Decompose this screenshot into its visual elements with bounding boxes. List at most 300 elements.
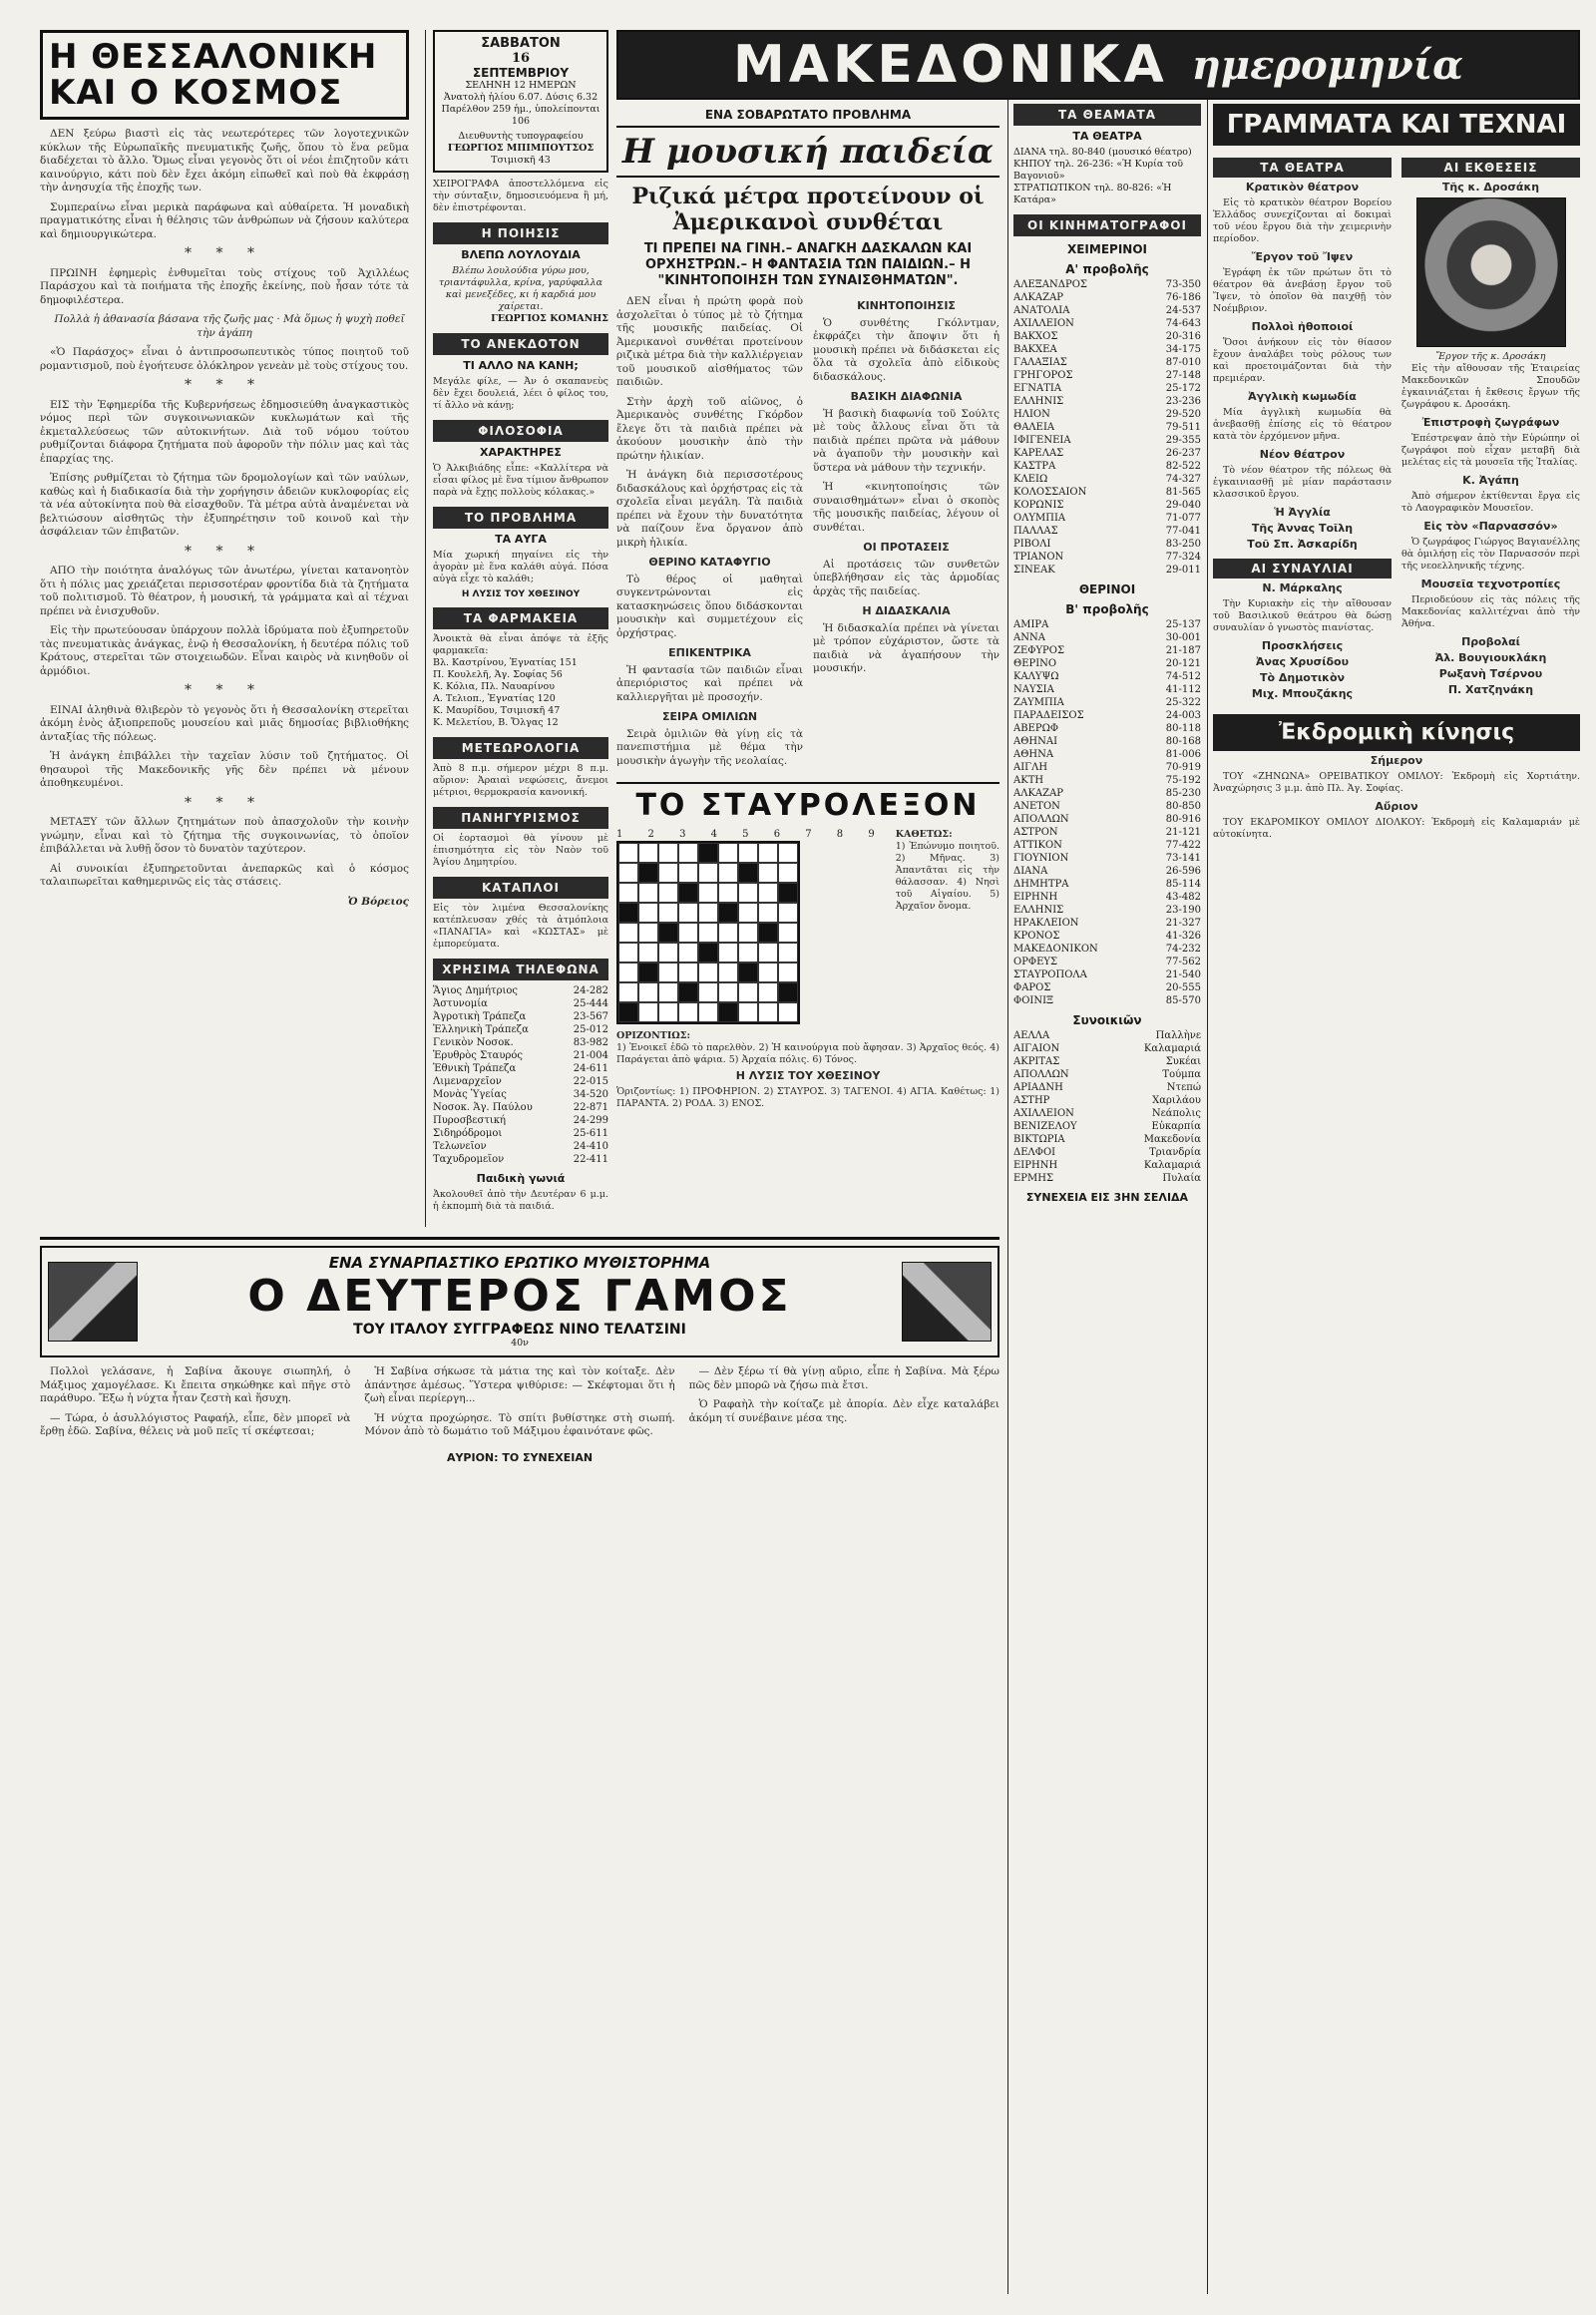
crossword-cell[interactable] bbox=[778, 843, 798, 863]
cinema-entry-name: ΑΙΓΛΗ bbox=[1013, 762, 1048, 773]
calendar-count: Παρέλθον 259 ἡμ., ὑπολείπονται 106 bbox=[441, 104, 600, 127]
cinema-entry-name: ΠΑΡΑΔΕΙΣΟΣ bbox=[1013, 710, 1084, 721]
crossword-cell[interactable] bbox=[718, 963, 738, 982]
phone-entry-name: Ἀστυνομία bbox=[433, 998, 488, 1009]
subhead: ΚΙΝΗΤΟΠΟΙΗΣΙΣ bbox=[857, 299, 956, 312]
cinema-entry bbox=[1013, 395, 1201, 408]
crossword-cell[interactable] bbox=[718, 863, 738, 883]
crossword-cell[interactable] bbox=[738, 923, 758, 943]
cinema-entry bbox=[1013, 1068, 1201, 1081]
cinema-entry-value: 21-187 bbox=[1165, 645, 1201, 656]
crossword-cell[interactable] bbox=[758, 843, 778, 863]
artwork-caption: Ἔργον τῆς κ. Δροσάκη bbox=[1435, 351, 1546, 362]
cinema-entry-name: ΠΑΛΛΑΣ bbox=[1013, 526, 1058, 537]
crossword-cell[interactable] bbox=[658, 982, 678, 1002]
cinema-entry bbox=[1013, 813, 1201, 826]
cinema-entry-name: ΚΑΣΤΡΑ bbox=[1013, 461, 1056, 472]
phone-entry-value: 21-004 bbox=[573, 1050, 608, 1061]
crossword-cell[interactable] bbox=[778, 1002, 798, 1022]
date-number: 16 bbox=[511, 51, 531, 66]
theater-item: ΔΙΑΝΑ τηλ. 80-840 (μουσικό θέατρο) bbox=[1013, 147, 1192, 158]
exhibitions-header: ΑΙ ΕΚΘΕΣΕΙΣ bbox=[1401, 158, 1580, 178]
crossword-black-cell bbox=[678, 883, 698, 903]
cinema-entry bbox=[1013, 722, 1201, 735]
cinemas-header: ΟΙ ΚΙΝΗΜΑΤΟΓΡΑΦΟΙ bbox=[1013, 214, 1201, 236]
pharmacy-item: Α. Τελιοπ., Ἐγνατίας 120 bbox=[433, 693, 556, 704]
problem-header: ΤΟ ΠΡΟΒΛΗΜΑ bbox=[433, 507, 608, 529]
cinema-entry bbox=[1013, 1146, 1201, 1159]
letters-header: ΓΡΑΜΜΑΤΑ ΚΑΙ ΤΕΧΝΑΙ bbox=[1213, 104, 1580, 146]
cinema-entry-value: Ντεπώ bbox=[1166, 1082, 1201, 1093]
cinema-entry bbox=[1013, 761, 1201, 774]
anecdote-header: ΤΟ ΑΝΕΚΔΟΤΟΝ bbox=[433, 333, 608, 355]
cinema-entry-name: ΑΕΛΛΑ bbox=[1013, 1030, 1050, 1041]
crossword-cell[interactable] bbox=[678, 963, 698, 982]
phone-entry-name: Νοσοκ. Ἁγ. Παύλου bbox=[433, 1102, 533, 1113]
cinema-entry bbox=[1013, 826, 1201, 839]
poetry-title: ΒΛΕΠΩ ΛΟΥΛΟΥΔΙΑ bbox=[461, 248, 581, 261]
cinema-entry-value: 87-010 bbox=[1165, 357, 1201, 368]
concert-sub: Τὸ Δημοτικὸν bbox=[1259, 671, 1346, 684]
crossword-cell[interactable] bbox=[758, 903, 778, 923]
phone-entry-value: 25-012 bbox=[573, 1024, 608, 1035]
crossword-cell[interactable] bbox=[738, 883, 758, 903]
paragraph: Ἡ διδασκαλία πρέπει νὰ γίνεται μὲ τρόπον εὐχάριστον, ὥστε τὰ παιδιὰ νὰ ἀγαπήσουν τὴν μουσικήν. bbox=[813, 621, 999, 674]
sunrise: Ἀνατολὴ ἡλίου 6.07. Δύσις 6.32 bbox=[443, 92, 598, 103]
crossword-black-cell bbox=[678, 982, 698, 1002]
cinema-entry-name: ΖΕΦΥΡΟΣ bbox=[1013, 645, 1065, 656]
cinema-entry bbox=[1013, 1055, 1201, 1068]
cinema-entry-value: 80-168 bbox=[1165, 736, 1201, 747]
phone-entry-name: Ἐλληνικὴ Τράπεζα bbox=[433, 1024, 529, 1035]
cinema-entry-name: ΑΛΕΞΑΝΔΡΟΣ bbox=[1013, 279, 1087, 290]
cinema-entry-value: 74-232 bbox=[1165, 944, 1201, 955]
paragraph: «Ὁ Παράσχος» εἶναι ὁ ἀντιπροσωπευτικὸς τύπος ποιητοῦ τοῦ ρομαντισμοῦ, ποὺ ἐγοήτευσε ὁλόκληρον γενεὰν μὲ τοὺς στίχους του. bbox=[40, 346, 409, 372]
crossword-cell[interactable] bbox=[738, 982, 758, 1002]
cinema-entry-value: 74-327 bbox=[1165, 474, 1201, 485]
couple-illustration bbox=[48, 1262, 138, 1342]
concert-sub: Προβολαί bbox=[1461, 635, 1520, 648]
crossword-cell[interactable] bbox=[618, 883, 638, 903]
cinema-entry bbox=[1013, 981, 1201, 994]
concert-sub: Ἀλ. Βουγιουκλάκη bbox=[1434, 651, 1547, 664]
cinema-entry-name: ΑΡΙΑΔΝΗ bbox=[1013, 1082, 1063, 1093]
weather-header: ΜΕΤΕΩΡΟΛΟΓΙΑ bbox=[433, 737, 608, 759]
crossword-black-cell bbox=[778, 883, 798, 903]
crossword-cell[interactable] bbox=[778, 863, 798, 883]
cinema-entry-name: ΑΙΓΑΙΟΝ bbox=[1013, 1043, 1060, 1054]
cinema-entry-value: 25-137 bbox=[1165, 619, 1201, 630]
philosophy-title: ΧΑΡΑΚΤΗΡΕΣ bbox=[480, 446, 562, 459]
phone-entry-value: 34-520 bbox=[573, 1089, 608, 1100]
cinema-entry-name: ΑΚΡΙΤΑΣ bbox=[1013, 1056, 1060, 1067]
cinema-entry bbox=[1013, 657, 1201, 670]
crossword-cell[interactable] bbox=[678, 1002, 698, 1022]
concert-sub: Ἀνας Χρυσίδου bbox=[1255, 655, 1350, 668]
crossword-cell[interactable] bbox=[658, 863, 678, 883]
cinema-entry bbox=[1013, 499, 1201, 512]
cinema-entry bbox=[1013, 891, 1201, 904]
cinema-entry-name: ΒΕΝΙΖΕΛΟΥ bbox=[1013, 1121, 1077, 1132]
phone-entry-value: 23-567 bbox=[573, 1011, 608, 1022]
crossword-cell[interactable] bbox=[678, 923, 698, 943]
cinema-entry-name: ΔΗΜΗΤΡΑ bbox=[1013, 879, 1069, 890]
cinema-entry-value: 75-192 bbox=[1165, 775, 1201, 786]
theater-item: ΚΗΠΟΥ τηλ. 26-236: «Ἡ Κυρία τοῦ Βαγονιοῦ» bbox=[1013, 159, 1184, 182]
problem-answer-head: Η ΛΥΣΙΣ ΤΟΥ ΧΘΕΣΙΝΟΥ bbox=[461, 589, 581, 599]
cinema-entry-value: 21-540 bbox=[1165, 969, 1201, 980]
letters-column bbox=[1213, 104, 1580, 2298]
cinema-entry-name: ΟΛΥΜΠΙΑ bbox=[1013, 513, 1066, 524]
cinema-entry-value: 27-148 bbox=[1165, 370, 1201, 381]
cinema-entry-value: 77-422 bbox=[1165, 840, 1201, 851]
crossword-cell[interactable] bbox=[778, 963, 798, 982]
cinema-entry-value: 29-520 bbox=[1165, 409, 1201, 420]
serial-title: Ο ΔΕΥΤΕΡΟΣ ΓΑΜΟΣ bbox=[247, 1271, 792, 1322]
phone-entry bbox=[433, 1010, 608, 1023]
theater-sub: Τῆς Ἀννας Τοῖλη bbox=[1251, 522, 1354, 535]
phone-entry-value: 22-411 bbox=[573, 1154, 608, 1165]
paragraph: ΔΕΝ εἶναι ἡ πρώτη φορὰ ποὺ ἀσχολεῖται ὁ τύπος μὲ τὸ ζήτημα τῆς μουσικῆς παιδείας. Οἱ Ἀμερικανοὶ συνθέται προτείνουν ριζικὰ μέτρα διὰ τὴν καλλιέργειαν τοῦ μουσικοῦ αἰσθήματος τῶν παιδιῶν. bbox=[616, 295, 803, 388]
crossword-cell[interactable] bbox=[658, 883, 678, 903]
crossword-cell[interactable] bbox=[778, 923, 798, 943]
down-head: ΚΑΘΕΤΩΣ: bbox=[895, 829, 953, 840]
cinema-entry-name: ΗΡΑΚΛΕΙΟΝ bbox=[1013, 918, 1079, 929]
cinema-entry bbox=[1013, 865, 1201, 878]
cinema-entry bbox=[1013, 800, 1201, 813]
cinema-entry bbox=[1013, 1120, 1201, 1133]
cinema-entry-value: 20-121 bbox=[1165, 658, 1201, 669]
cinema-entry-name: ΝΑΥΣΙΑ bbox=[1013, 684, 1054, 695]
across-clues: 1) Ἐνοικεῖ ἐδῶ τὸ παρελθὸν. 2) Ἡ καινούργια ποὺ ἄφησαν. 3) Ἀρχαῖος θεός. 4) Παράγεται ἀπὸ ψάρια. 5) Ἀρχαία πόλις. 6) Τόνος. bbox=[616, 1042, 999, 1065]
solution-head: Η ΛΥΣΙΣ ΤΟΥ ΧΘΕΣΙΝΟΥ bbox=[735, 1069, 881, 1082]
phone-entry-value: 24-611 bbox=[573, 1063, 608, 1074]
cinema-entry-name: ΦΑΡΟΣ bbox=[1013, 982, 1051, 993]
artwork-image bbox=[1416, 197, 1566, 347]
paragraph: Ὁ συνθέτης Γκόλντμαν, ἐκφράζει τὴν ἄποψιν ὅτι ἡ μουσικὴ πρέπει νὰ διδάσκεται εἰς ὅλα τὰ σχολεῖα ἀπὸ εἰδικοὺς διδασκάλους. bbox=[813, 316, 999, 383]
cinema-entry bbox=[1013, 930, 1201, 943]
crossword-cell[interactable] bbox=[618, 963, 638, 982]
crossword-cell[interactable] bbox=[758, 982, 778, 1002]
signature: Ὁ Βόρειος bbox=[347, 895, 409, 908]
left-column bbox=[40, 30, 409, 1222]
cinema-entry bbox=[1013, 852, 1201, 865]
cinema-entry-name: ΣΤΑΥΡΟΠΟΛΑ bbox=[1013, 969, 1087, 980]
crossword-cell[interactable] bbox=[738, 1002, 758, 1022]
cinema-entry-name: ΓΑΛΑΞΙΑΣ bbox=[1013, 357, 1067, 368]
crossword-cell[interactable] bbox=[658, 963, 678, 982]
paragraph: Ὁ ζωγράφος Γιώργος Βαγιανέλλης θὰ ὁμιλήσῃ εἰς τὸν Παρνασσόν περὶ τῆς νεοελληνικῆς τέχνης. bbox=[1401, 537, 1580, 572]
cinema-entry bbox=[1013, 839, 1201, 852]
subhead: ΘΕΡΙΝΟ ΚΑΤΑΦΥΓΙΟ bbox=[648, 556, 771, 569]
serial-episode: 40ν bbox=[511, 1338, 529, 1349]
paragraph: ΜΕΤΑΞΥ τῶν ἄλλων ζητημάτων ποὺ ἀπασχολοῦν τὴν κοινὴν γνώμην, εἶναι καὶ τὸ ζήτημα τῆς συγκοινωνίας, τὸ ὁποῖον ἐπιβάλλεται νὰ λυθῇ ὅσον τὸ δυνατὸν ταχύτερον. bbox=[40, 816, 409, 855]
crossword-cell[interactable] bbox=[758, 943, 778, 963]
cinema-list-a bbox=[1013, 278, 1201, 577]
crossword-cell[interactable] bbox=[778, 943, 798, 963]
crossword-cell[interactable] bbox=[638, 843, 658, 863]
cinema-entry bbox=[1013, 1133, 1201, 1146]
cinema-entry-value: 80-916 bbox=[1165, 814, 1201, 825]
poetry-header: Η ΠΟΙΗΣΙΣ bbox=[433, 222, 608, 244]
cinema-entry-name: ΑΝΕΤΟΝ bbox=[1013, 801, 1060, 812]
phone-entry-name: Ἀγροτικὴ Τράπεζα bbox=[433, 1011, 527, 1022]
cinema-entry-name: ΑΝΝΑ bbox=[1013, 632, 1045, 643]
serial-novel bbox=[40, 1237, 999, 2284]
separator: * * * bbox=[185, 377, 264, 393]
crossword-cell[interactable] bbox=[698, 923, 718, 943]
crossword-cell[interactable] bbox=[738, 943, 758, 963]
cinema-entry bbox=[1013, 1029, 1201, 1042]
phone-entry bbox=[433, 1036, 608, 1049]
paragraph: Ἡ βασικὴ διαφωνία τοῦ Σούλτς μὲ τοὺς ἄλλους εἶναι ὅτι τὰ παιδιὰ πρέπει πρῶτα νὰ μάθουν νὰ ἀγαποῦν τὴν μουσικὴν καὶ ὕστερα νὰ μάθουν τὴν τεχνικήν. bbox=[813, 407, 999, 474]
paragraph: Ἀπὸ σήμερον ἐκτίθενται ἔργα εἰς τὸ Λαογραφικὸν Μουσεῖον. bbox=[1401, 491, 1580, 514]
crossword-black-cell bbox=[718, 1002, 738, 1022]
paragraph: Αἱ συνοικίαι ἐξυπηρετοῦνται ἀνεπαρκῶς καὶ ὁ κόσμος ταλαιπωρεῖται καθημερινῶς εἰς τὰς στάσεις. bbox=[40, 862, 409, 888]
paragraph: Εἰς τὴν αἴθουσαν τῆς Ἑταιρείας Μακεδονικῶν Σπουδῶν ἐγκαινιάζεται ἡ ἔκθεσις ἔργων τῆς ζωγράφου κ. Δροσάκη. bbox=[1401, 363, 1580, 410]
paragraph: Εἰς τὸ κρατικὸν θέατρον Βορείου Ἑλλάδος συνεχίζονται αἱ δοκιμαὶ τοῦ νέου ἔργου διὰ τὴν χειμερινὴν περίοδον. bbox=[1213, 197, 1392, 244]
cinema-entry bbox=[1013, 317, 1201, 330]
crossword-grid[interactable] bbox=[616, 841, 800, 1024]
anecdote-title: ΤΙ ΑΛΛΟ ΝΑ ΚΑΝΗ; bbox=[463, 359, 579, 372]
cinema-entry-value: Εὐκαρπία bbox=[1151, 1121, 1201, 1132]
subhead: Η ΔΙΔΑΣΚΑΛΙΑ bbox=[862, 604, 951, 617]
phone-entry-name: Ταχυδρομεῖον bbox=[433, 1154, 505, 1165]
cinema-entry bbox=[1013, 473, 1201, 486]
phone-entry-name: Ἑρυθρὸς Σταυρός bbox=[433, 1050, 524, 1061]
ships-text: Εἰς τὸν λιμένα Θεσσαλονίκης κατέπλευσαν χθές τὰ ἀτμόπλοια «ΠΑΝΑΓΙΑ» καὶ «ΚΩΣΤΑΣ» μὲ ἐμπορεύματα. bbox=[433, 903, 608, 950]
phone-entry-value: 24-282 bbox=[573, 985, 608, 996]
crossword-cell[interactable] bbox=[698, 963, 718, 982]
poem: Πολλὰ ἡ ἀθανασία βάσανα τῆς ζωῆς μας · Μὰ ὅμως ἡ ψυχὴ ποθεῖ τὴν ἀγάπη bbox=[54, 313, 405, 339]
crossword-cell[interactable] bbox=[698, 863, 718, 883]
excursions-header: Ἐκδρομικὴ κίνησις bbox=[1213, 714, 1580, 751]
cinema-entry-value: Παλλὴνε bbox=[1155, 1030, 1201, 1041]
crossword-cell[interactable] bbox=[638, 883, 658, 903]
cinema-entry-value: 81-006 bbox=[1165, 749, 1201, 760]
down-clues: 1) Ἐπώνυμο ποιητοῦ. 2) Μῆνας. 3) Ἀπαντᾶται εἰς τὴν θάλασσαν. 4) Νησὶ τοῦ Αἰγαίου. 5) Ἀρχαῖον ὄνομα. bbox=[895, 841, 999, 912]
paragraph: ΑΠΟ τὴν ποιότητα ἀναλόγως τῶν ἀνωτέρω, γίνεται κατανοητὸν ὅτι ἡ πόλις μας χρειάζεται περισσοτέραν φροντίδα διὰ τὰ ζητήματα τοῦ πολιτισμοῦ. Τὸ θέατρον, ἡ μουσική, τὰ γράμματα καὶ αἱ τέχναι πρέπει νὰ ἐνισχυθοῦν. bbox=[40, 565, 409, 617]
kids-header: Παιδικὴ γωνιά bbox=[476, 1172, 566, 1185]
paragraph: ΠΡΩΙΝΗ ἐφημερὶς ἐνθυμεῖται τοὺς στίχους τοῦ Ἀχιλλέως Παράσχου καὶ τὰ ποιήματα τῆς ἐποχῆς ἐκείνης, ποὺ ἦσαν τότε τὰ δημοφιλέστερα. bbox=[40, 266, 409, 306]
cinema-entry-name: ΑΤΤΙΚΟΝ bbox=[1013, 840, 1062, 851]
crossword-cell[interactable] bbox=[638, 943, 658, 963]
pharmacy-item: Κ. Μελετίου, Β. Ὄλγας 12 bbox=[433, 717, 559, 728]
crossword-cell[interactable] bbox=[638, 982, 658, 1002]
cinema-entry-name: ΑΚΤΗ bbox=[1013, 775, 1044, 786]
music-article bbox=[616, 104, 999, 1221]
serial-next: ΑΥΡΙΟΝ: ΤΟ ΣΥΝΕΧΕΙΑΝ bbox=[446, 1450, 594, 1464]
column-rule bbox=[1207, 100, 1208, 2294]
crossword-cell[interactable] bbox=[718, 843, 738, 863]
crossword-cell[interactable] bbox=[698, 982, 718, 1002]
crossword-cell[interactable] bbox=[618, 863, 638, 883]
crossword-cell[interactable] bbox=[658, 1002, 678, 1022]
crossword-cell[interactable] bbox=[658, 943, 678, 963]
cinema-entry bbox=[1013, 1094, 1201, 1107]
cinema-entry bbox=[1013, 343, 1201, 356]
philosophy-text: Ὁ Ἀλκιβιάδης εἶπε: «Καλλίτερα νὰ εἶσαι φίλος μὲ ἕνα τίμιον ἄνθρωπον παρὰ νὰ ἔχῃς πολλοὺς κόλακας.» bbox=[433, 463, 608, 498]
crossword-cell[interactable] bbox=[758, 883, 778, 903]
cinema-entry-name: ΚΡΟΝΟΣ bbox=[1013, 931, 1060, 942]
pharmacy-item: Κ. Μαυρίδου, Τσιμισκῆ 47 bbox=[433, 705, 561, 716]
crossword-cell[interactable] bbox=[698, 1002, 718, 1022]
masthead bbox=[616, 30, 1580, 100]
pharmacies-header: ΤΑ ΦΑΡΜΑΚΕΙΑ bbox=[433, 607, 608, 629]
crossword-cell[interactable] bbox=[718, 982, 738, 1002]
cinema-entry-value: 23-236 bbox=[1165, 396, 1201, 407]
cinema-entry bbox=[1013, 434, 1201, 447]
cinema-entry bbox=[1013, 709, 1201, 722]
cinema-entry bbox=[1013, 447, 1201, 460]
crossword-cell[interactable] bbox=[658, 903, 678, 923]
cinema-entry bbox=[1013, 538, 1201, 551]
article-subtitle: Ριζικά μέτρα προτείνουν οἱ Ἀμερικανοὶ συνθέται bbox=[631, 184, 985, 235]
exhibition-sub: Ἐπιστροφὴ ζωγράφων bbox=[1421, 416, 1560, 429]
concert-sub: Προσκλήσεις bbox=[1261, 639, 1344, 652]
cinema-entry-name: ΘΕΡΙΝΟ bbox=[1013, 658, 1057, 669]
section-title-text: Η ΘΕΣΣΑΛΟΝΙΚΗ ΚΑΙ Ο ΚΟΣΜΟΣ bbox=[49, 37, 378, 113]
masthead-title: ΜΑΚΕΔΟΝΙΚΑ bbox=[733, 35, 1168, 95]
phone-entry-name: Μονὰς Ὑγείας bbox=[433, 1089, 507, 1100]
subhead: ΕΠΙΚΕΝΤΡΙΚΑ bbox=[668, 646, 751, 659]
crossword-cell[interactable] bbox=[638, 1002, 658, 1022]
cinema-entry-value: 25-322 bbox=[1165, 697, 1201, 708]
cinema-entry-value: 26-596 bbox=[1165, 866, 1201, 877]
crossword-black-cell bbox=[718, 903, 738, 923]
crossword-title: ΤΟ ΣΤΑΥΡΟΛΕΞΟΝ bbox=[635, 788, 981, 823]
pharmacy-list bbox=[433, 657, 608, 729]
cinema-entry-name: ΑΣΤΗΡ bbox=[1013, 1095, 1050, 1106]
crossword-cell[interactable] bbox=[618, 982, 638, 1002]
continued-note: ΣΥΝΕΧΕΙΑ ΕΙΣ 3ΗΝ ΣΕΛΙΔΑ bbox=[1025, 1191, 1189, 1204]
cinema-entry-value: 21-121 bbox=[1165, 827, 1201, 838]
crossword-cell[interactable] bbox=[698, 903, 718, 923]
moon-phase: ΣΕΛΗΝΗ 12 ΗΜΕΡΩΝ bbox=[465, 80, 577, 91]
phone-entry-name: Ἐθνικὴ Τράπεζα bbox=[433, 1063, 517, 1074]
phone-entry-name: Σιδηρόδρομοι bbox=[433, 1128, 503, 1139]
crossword-black-cell bbox=[738, 963, 758, 982]
paragraph: Ὅσοι ἀνήκουν εἰς τὸν θίασον ἔχουν ἀναλάβει τοὺς ρόλους των καὶ προετοιμάζονται διὰ τὴν πρεμιέραν. bbox=[1213, 337, 1392, 384]
summer-head: ΘΕΡΙΝΟΙ bbox=[1078, 582, 1136, 596]
cinema-entry bbox=[1013, 878, 1201, 891]
phone-entry-name: Γενικὸν Νοσοκ. bbox=[433, 1037, 514, 1048]
date-month: ΣΕΠΤΕΜΒΡΙΟΥ bbox=[472, 66, 570, 80]
cinema-entry-name: ΔΕΛΦΟΙ bbox=[1013, 1147, 1056, 1158]
separator: * * * bbox=[185, 543, 264, 560]
crossword-cell[interactable] bbox=[738, 903, 758, 923]
exhibition-sub: Μουσεῖα τεχνοτροπίες bbox=[1420, 578, 1561, 590]
pharmacy-item: Κ. Κόλια, Πλ. Ναυαρίνου bbox=[433, 681, 555, 692]
phone-entry bbox=[433, 1023, 608, 1036]
crossword-cell[interactable] bbox=[758, 863, 778, 883]
theater-sub: Ἔργον τοῦ Ἴψεν bbox=[1251, 250, 1354, 263]
crossword-cell[interactable] bbox=[698, 883, 718, 903]
cinema-entry-name: ΑΛΚΑΖΑΡ bbox=[1013, 292, 1064, 303]
paragraph: Ἡ Σαβίνα σήκωσε τὰ μάτια της καὶ τὸν κοίταξε. Δὲν ἀπάντησε ἀμέσως. Ὕστερα ψιθύρισε: — Σκέφτομαι ὅτι ἡ ζωὴ εἶναι περίεργη... bbox=[364, 1365, 675, 1404]
crossword-cell[interactable] bbox=[738, 843, 758, 863]
crossword-cell[interactable] bbox=[678, 943, 698, 963]
theater-sub: Πολλοὶ ἠθοποιοί bbox=[1251, 320, 1354, 333]
cinema-entry-name: ΕΙΡΗΝΗ bbox=[1013, 892, 1058, 903]
crossword-cell[interactable] bbox=[678, 863, 698, 883]
phone-entry bbox=[433, 1114, 608, 1127]
cinema-entry-value: 74-512 bbox=[1165, 671, 1201, 682]
crossword-black-cell bbox=[738, 863, 758, 883]
crossword-cell[interactable] bbox=[618, 923, 638, 943]
cinema-entry bbox=[1013, 735, 1201, 748]
crossword-cell[interactable] bbox=[618, 843, 638, 863]
phone-entry-name: Τελωνεῖον bbox=[433, 1141, 487, 1152]
crossword-cell[interactable] bbox=[758, 1002, 778, 1022]
phone-entry-value: 24-410 bbox=[573, 1141, 608, 1152]
paragraph: Αἱ προτάσεις τῶν συνθετῶν ὑπεβλήθησαν εἰς τὰς ἁρμοδίας ἀρχὰς τῆς παιδείας. bbox=[813, 558, 999, 597]
cinema-entry bbox=[1013, 304, 1201, 317]
crossword-cell[interactable] bbox=[658, 843, 678, 863]
paragraph: Ἐπέστρεψαν ἀπὸ τὴν Εὐρώπην οἱ ζωγράφοι ποὺ εἶχαν μεταβῆ διὰ μελέτας εἰς τὰ μουσεῖα τῆς Ἰταλίας. bbox=[1401, 433, 1580, 468]
pharmacy-item: Βλ. Καστρίνου, Ἐγνατίας 151 bbox=[433, 657, 578, 668]
article-title: Η μουσική παιδεία bbox=[616, 126, 999, 178]
section-title bbox=[40, 30, 409, 120]
crossword-cell[interactable] bbox=[638, 923, 658, 943]
problem-text: Μία χωρική πηγαίνει εἰς τὴν ἀγορὰν μὲ ἕνα καλάθι αὐγά. Πόσα αὐγὰ εἶχε τὸ καλάθι; bbox=[433, 550, 608, 584]
phone-entry-name: Πυροσβεστική bbox=[433, 1115, 507, 1126]
pharmacy-item: Π. Κουλελῆ, Ἁγ. Σοφίας 56 bbox=[433, 669, 563, 680]
cinema-entry bbox=[1013, 408, 1201, 421]
crossword-cell[interactable] bbox=[638, 903, 658, 923]
cinema-entry-name: ΓΙΟΥΝΙΟΝ bbox=[1013, 853, 1069, 864]
theater-sub: Τοῦ Σπ. Ἀσκαρίδη bbox=[1247, 538, 1358, 551]
crossword-cell[interactable] bbox=[678, 843, 698, 863]
editor-label: Διευθυντὴς τυπογραφείου bbox=[458, 131, 584, 142]
cinema-entry-value: 29-355 bbox=[1165, 435, 1201, 446]
across-head: ΟΡΙΖΟΝΤΙΩΣ: bbox=[616, 1030, 690, 1041]
crossword-cell[interactable] bbox=[778, 903, 798, 923]
paragraph: Ὁ Ραφαὴλ τὴν κοίταζε μὲ ἀπορία. Δὲν εἶχε καταλάβει ἀκόμη τί συνέβαινε μέσα της. bbox=[688, 1398, 999, 1424]
cinema-entry bbox=[1013, 356, 1201, 369]
cinema-entry-value: 29-040 bbox=[1165, 500, 1201, 511]
subhead: ΣΕΙΡΑ ΟΜΙΛΙΩΝ bbox=[661, 710, 758, 723]
solution-text: Ὁριζοντίως: 1) ΠΡΟΦΗΡΙΟΝ. 2) ΣΤΑΥΡΟΣ. 3) ΤΑΓΕΝΟΙ. 4) ΑΓΙΑ. Καθέτως: 1) ΠΑΡΑΝΤΑ. 2) ΡΟΔΑ. 3) ΕΝΟΣ. bbox=[616, 1086, 999, 1109]
cinema-entry bbox=[1013, 683, 1201, 696]
cinema-entry-value: 81-565 bbox=[1165, 487, 1201, 498]
crossword-cell[interactable] bbox=[758, 963, 778, 982]
phone-entry-name: Ἅγιος Δημήτριος bbox=[433, 985, 518, 996]
crossword-cell[interactable] bbox=[718, 923, 738, 943]
crossword-cell[interactable] bbox=[718, 883, 738, 903]
crossword-cell[interactable] bbox=[678, 903, 698, 923]
second-run-head: Β' προβολῆς bbox=[1065, 602, 1149, 616]
cinema-list-c bbox=[1013, 1029, 1201, 1185]
phone-entry bbox=[433, 1049, 608, 1062]
crossword-cell[interactable] bbox=[618, 943, 638, 963]
phone-entry-name: Λιμεναρχεῖον bbox=[433, 1076, 502, 1087]
festival-text: Οἱ ἑορτασμοὶ θὰ γίνουν μὲ ἐπισημότητα εἰς τὸν Ναὸν τοῦ Ἁγίου Δημητρίου. bbox=[433, 833, 608, 868]
crossword-cell[interactable] bbox=[718, 943, 738, 963]
paragraph: Τὴν Κυριακὴν εἰς τὴν αἴθουσαν τοῦ Βασιλικοῦ θεάτρου θὰ δώσῃ συναυλίαν ὁ γνωστὸς πιανίστας. bbox=[1213, 598, 1392, 633]
cinema-entry bbox=[1013, 382, 1201, 395]
theaters-sub: ΤΑ ΘΕΑΤΡΑ bbox=[1072, 130, 1142, 143]
cinema-entry bbox=[1013, 904, 1201, 917]
paragraph: Μία ἀγγλικὴ κωμωδία θὰ ἀνεβασθῇ ἐπίσης εἰς τὸ θέατρον κατὰ τὸν ἐρχόμενον μῆνα. bbox=[1213, 407, 1392, 442]
cinema-entry bbox=[1013, 551, 1201, 564]
theaters-column bbox=[1013, 104, 1201, 2298]
paragraph: Τὸ θέρος οἱ μαθηταὶ συγκεντρώνονται εἰς κατασκηνώσεις ὅπου διδάσκονται μουσικὴν καὶ συμμετέχουν εἰς ὀρχήστρας. bbox=[616, 573, 803, 639]
cinema-entry bbox=[1013, 421, 1201, 434]
cinema-entry bbox=[1013, 618, 1201, 631]
cinema-entry-value: 26-237 bbox=[1165, 448, 1201, 459]
subhead: ΟΙ ΠΡΟΤΑΣΕΙΣ bbox=[863, 541, 950, 554]
